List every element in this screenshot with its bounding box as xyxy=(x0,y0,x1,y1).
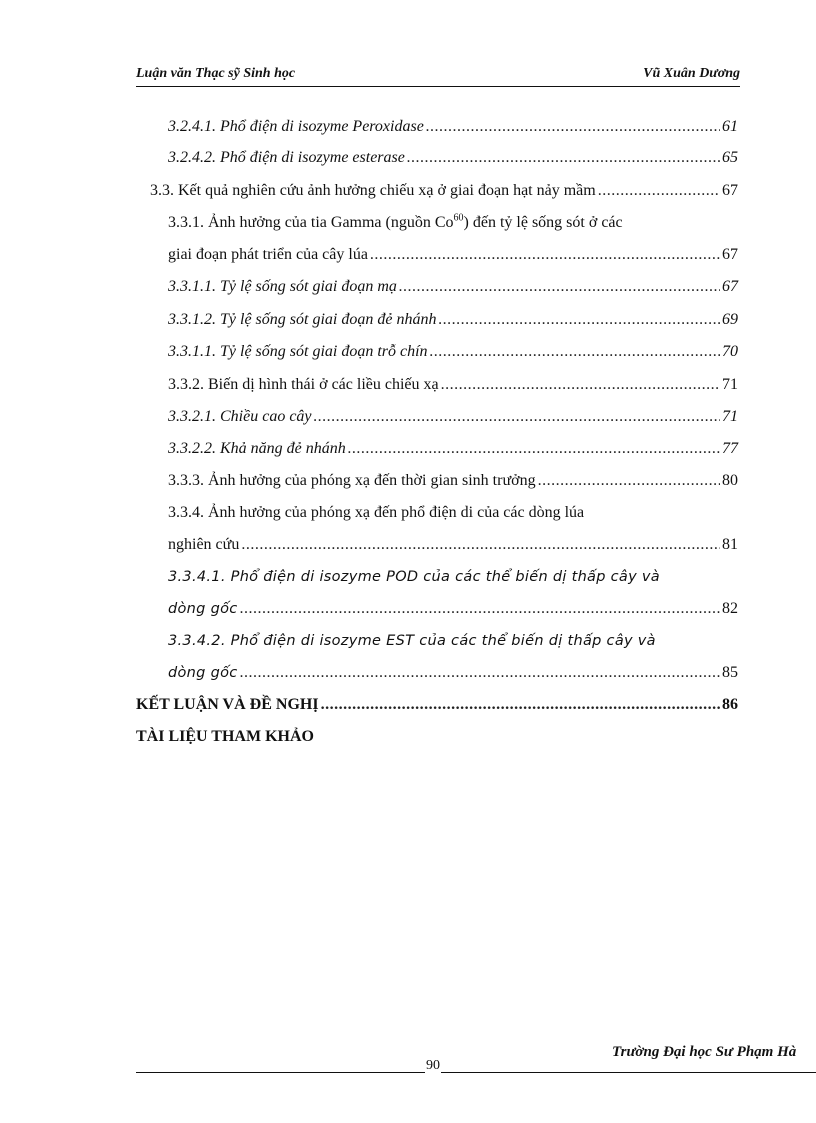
toc-entry-3-3-3: 3.3.3. Ảnh hưởng của phóng xạ đến thời gian sinh trưởng ..... 80 xyxy=(168,468,738,494)
toc-entry-3-3-2-1: 3.3.2.1. Chiều cao cây ..... 71 xyxy=(168,404,738,430)
page-number: 90 xyxy=(426,1058,440,1073)
header-author: Vũ Xuân Dương xyxy=(643,66,740,81)
toc-entry-3-3-4-2: dòng gốc ..... 85 xyxy=(168,660,738,686)
toc-entry-3-3-1: giai đoạn phát triển của cây lúa ..... 67 xyxy=(168,242,738,268)
toc-entry-3-3: 3.3. Kết quả nghiên cứu ảnh hưởng chiếu xạ ở giai đoạn hạt nảy mầm ..... 67 xyxy=(150,178,738,204)
toc-entry-3-2-4-1: 3.2.4.1. Phổ điện di isozyme Peroxidase ..... 61 xyxy=(168,114,738,140)
toc-entry-references: TÀI LIỆU THAM KHẢO xyxy=(136,728,314,745)
toc-entry-3-2-4-2: 3.2.4.2. Phổ điện di isozyme esterase ..... 65 xyxy=(168,145,738,171)
toc-entry-3-3-4-line1: 3.3.4. Ảnh hưởng của phóng xạ đến phổ điện di của các dòng lúa xyxy=(168,504,585,521)
toc-entry-conclusion: KẾT LUẬN VÀ ĐỀ NGHỊ ..... 86 xyxy=(136,692,738,718)
toc-entry-3-3-1-line1: 3.3.1. Ảnh hưởng của tia Gamma (nguồn Co$^{60}$) đến tỷ lệ sống sót ở các xyxy=(168,212,623,231)
header-thesis-title: Luận văn Thạc sỹ Sinh học xyxy=(136,66,296,81)
toc-entry-3-3-1-3: 3.3.1.1. Tỷ lệ sống sót giai đoạn trỗ chín ..... 70 xyxy=(168,339,738,365)
toc-entry-3-3-2: 3.3.2. Biến dị hình thái ở các liều chiếu xạ ..... 71 xyxy=(168,372,738,398)
footer-rule xyxy=(136,1072,816,1073)
footer-school-name: Trường Đại học Sư Phạm Hà xyxy=(612,1044,797,1060)
toc-entry-3-3-4-1-line1: 3.3.4.1. Phổ điện di isozyme POD của các thể biến dị thấp cây và xyxy=(168,569,660,585)
toc-entry-3-3-1-1: 3.3.1.1. Tỷ lệ sống sót giai đoạn mạ ..... 67 xyxy=(168,274,738,300)
header-rule xyxy=(136,86,740,87)
toc-entry-3-3-4: nghiên cứu ..... 81 xyxy=(168,532,738,558)
toc-entry-3-3-2-2: 3.3.2.2. Khả năng đẻ nhánh ..... 77 xyxy=(168,436,738,462)
toc-entry-3-3-4-2-line1: 3.3.4.2. Phổ điện di isozyme EST của các thể biến dị thấp cây và xyxy=(168,633,656,649)
toc-entry-3-3-4-1: dòng gốc ..... 82 xyxy=(168,596,738,622)
toc-entry-3-3-1-2: 3.3.1.2. Tỷ lệ sống sót giai đoạn đẻ nhánh ..... 69 xyxy=(168,307,738,333)
